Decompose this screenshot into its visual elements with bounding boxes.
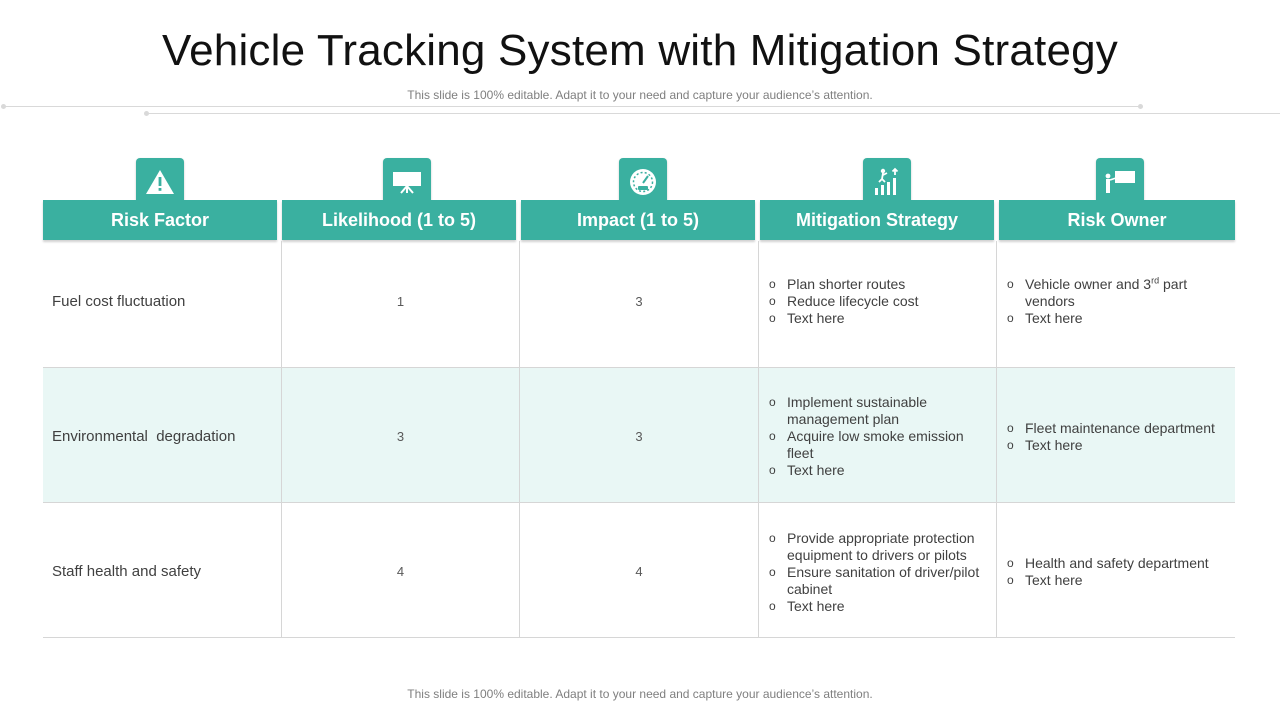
mitigation-list	[759, 394, 996, 479]
presentation-board-icon	[383, 158, 431, 206]
list-item: o Vehicle owner and 3rd part vendors	[1025, 276, 1227, 310]
speedometer-icon	[619, 158, 667, 206]
list-item: o Text here	[1025, 310, 1227, 327]
list-item: o Text here	[787, 310, 919, 327]
list-item: o Text here	[1025, 572, 1209, 589]
list-item: o Health and safety department	[1025, 555, 1209, 572]
list-item: o Ensure sanitation of driver/pilot cabinet	[787, 564, 988, 598]
mitigation-cell	[759, 394, 996, 479]
list-item: o Plan shorter routes	[787, 276, 919, 293]
list-item: o Text here	[787, 462, 988, 479]
mitigation-list	[759, 276, 927, 327]
risk-factor-cell: Fuel cost fluctuation	[52, 292, 186, 310]
slide-title: Vehicle Tracking System with Mitigation Strategy	[161, 26, 1118, 75]
slide-subtitle: This slide is 100% editable. Adapt it to your need and capture your audience’s attention.	[407, 88, 873, 102]
growth-climb-icon	[863, 158, 911, 206]
header-mitigation-strategy: Mitigation Strategy	[760, 200, 994, 240]
slide-footer: This slide is 100% editable. Adapt it to your need and capture your audience’s attention.	[407, 687, 873, 701]
risk-factor-cell: Environmental degradation	[52, 427, 236, 445]
risk-factor-cell: Staff health and safety	[52, 562, 201, 580]
likelihood-cell: 3	[396, 428, 405, 444]
presenter-board-icon	[1096, 158, 1144, 206]
impact-cell: 3	[635, 428, 643, 444]
header-risk-owner: Risk Owner	[999, 200, 1235, 240]
header-risk-factor: Risk Factor	[43, 200, 277, 240]
list-item: o Text here	[1025, 437, 1215, 454]
owner-list	[997, 420, 1223, 454]
list-item: o Text here	[787, 598, 988, 615]
mitigation-cell	[759, 276, 996, 327]
list-item: o Provide appropriate protection equipment to drivers or pilots	[787, 530, 988, 564]
list-item: o Reduce lifecycle cost	[787, 293, 919, 310]
list-item: o Acquire low smoke emission fleet	[787, 428, 988, 462]
impact-cell: 4	[635, 563, 643, 579]
header-likelihood: Likelihood (1 to 5)	[282, 200, 516, 240]
risk-owner-cell	[997, 276, 1235, 327]
impact-cell: 3	[635, 293, 643, 309]
list-item: o Implement sustainable management plan	[787, 394, 988, 428]
mitigation-list	[759, 530, 996, 615]
warning-icon	[136, 158, 184, 206]
list-item: o Fleet maintenance department	[1025, 420, 1215, 437]
likelihood-cell: 1	[396, 293, 405, 309]
mitigation-cell	[759, 530, 996, 615]
likelihood-cell: 4	[396, 563, 405, 579]
owner-list	[997, 276, 1235, 327]
risk-owner-cell	[997, 420, 1235, 454]
divider-line-top	[3, 106, 1141, 107]
header-impact: Impact (1 to 5)	[521, 200, 755, 240]
risk-owner-cell	[997, 555, 1235, 589]
owner-list	[997, 555, 1217, 589]
divider-line-bottom	[146, 113, 1280, 114]
